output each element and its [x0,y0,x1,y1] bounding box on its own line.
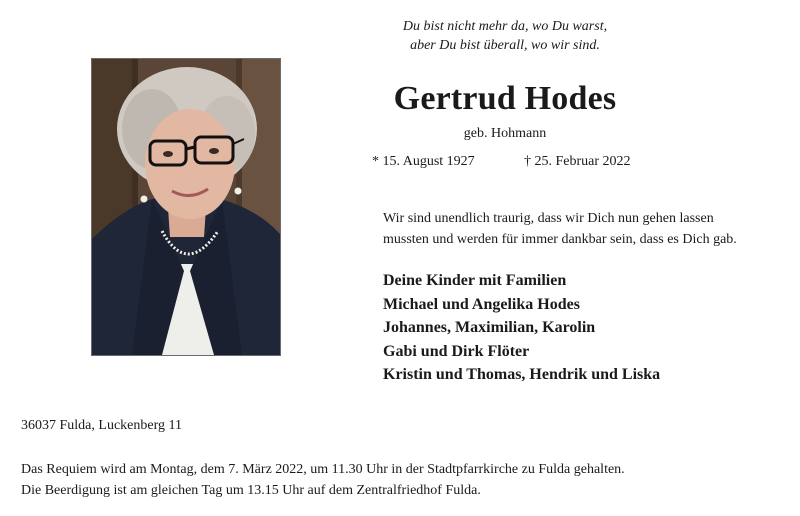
mourner-line: Johannes, Maximilian, Karolin [383,319,596,336]
farewell-message-line-1: Wir sind unendlich traurig, dass wir Dich nun gehen lassen [383,211,714,226]
mourner-line: Gabi und Dirk Flöter [383,342,530,360]
mourner-line: Kristin und Thomas, Hendrik und Liska [383,366,661,383]
maiden-name: geb. Hohmann [463,126,547,141]
farewell-message-line-2: mussten und werden für immer dankbar sein, dass es Dich gab. [383,232,737,247]
motto-line-1: Du bist nicht mehr da, wo Du warst, [402,19,608,34]
funeral-notice-line-1: Das Requiem wird am Montag, dem 7. März 2022, um 11.30 Uhr in der Stadtpfarrkirche zu Fulda gehalten. [21,462,625,477]
funeral-notice [21,459,625,501]
motto [330,17,680,55]
farewell-message [383,208,737,250]
motto-line-2: aber Du bist überall, wo wir sind. [410,38,600,53]
funeral-notice-line-2: Die Beerdigung ist am gleichen Tag um 13.15 Uhr auf dem Zentralfriedhof Fulda. [21,483,481,498]
mourners-list [383,269,660,387]
address: 36037 Fulda, Luckenberg 11 [21,418,182,433]
portrait-photo [91,58,281,356]
mourner-line: Michael und Angelika Hodes [383,295,580,313]
death-date: † 25. Februar 2022 [524,154,631,169]
deceased-name: Gertrud Hodes [393,80,617,117]
birth-date: * 15. August 1927 [372,154,475,169]
mourner-line: Deine Kinder mit Familien [383,272,567,289]
